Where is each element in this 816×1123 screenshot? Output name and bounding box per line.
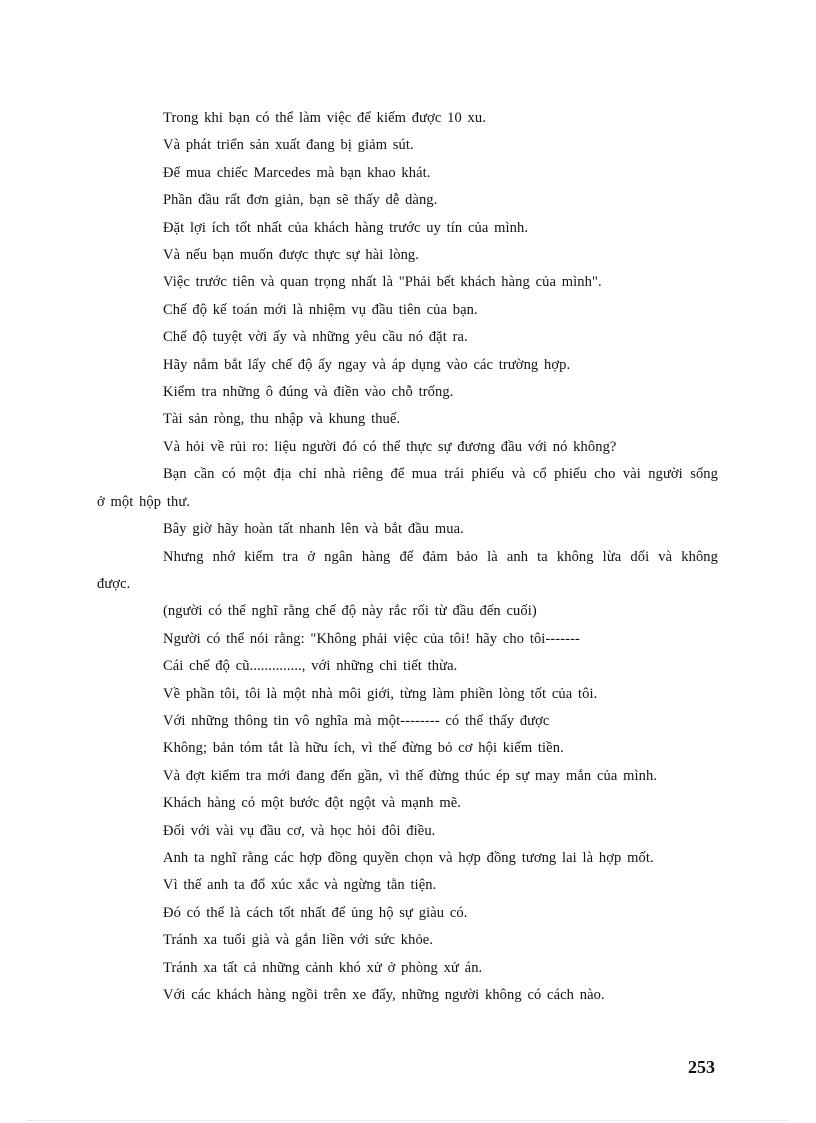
text-line: Đó có thể là cách tốt nhất để ủng hộ sự giàu có.	[163, 904, 468, 921]
text-line: Hãy nắm bắt lấy chế độ ấy ngay và áp dụng vào các trường hợp.	[163, 356, 571, 373]
text-line: Anh ta nghĩ rằng các hợp đồng quyền chọn và hợp đồng tương lai là hợp mốt.	[163, 849, 654, 866]
text-line: Với các khách hàng ngồi trên xe đẩy, những người không có cách nào.	[163, 987, 605, 1003]
text-line: Không; bản tóm tắt là hữu ích, vì thế đừng bỏ cơ hội kiếm tiền.	[163, 740, 564, 757]
text-line: Bạn cần có một địa chỉ nhà riêng để mua trái phiếu và cổ phiếu cho vài người sống	[163, 466, 718, 483]
text-line: Nhưng nhớ kiểm tra ở ngân hàng để đảm bảo là anh ta không lừa dối và không	[163, 548, 718, 565]
text-line: Khách hàng có một bước đột ngột và mạnh mẽ.	[163, 795, 461, 812]
text-line: Và phát triển sản xuất đang bị giảm sút.	[163, 137, 414, 154]
text-line: Và đợt kiểm tra mới đang đến gần, vì thế đừng thúc ép sự may mắn của mình.	[163, 767, 658, 784]
text-line: Kiểm tra những ô đúng và điền vào chỗ trống.	[163, 384, 454, 401]
wrapped-paragraph	[0, 461, 816, 516]
text-line-continuation: ở một hộp thư.	[97, 493, 191, 510]
text-line: Về phần tôi, tôi là một nhà môi giới, từng làm phiền lòng tốt của tôi.	[163, 685, 598, 702]
text-line-continuation: được.	[97, 575, 131, 592]
bottom-divider	[28, 1120, 788, 1121]
text-line: Đặt lợi ích tốt nhất của khách hàng trước uy tín của mình.	[163, 219, 529, 236]
body-text	[0, 105, 816, 1009]
text-line: Người có thể nói rằng: "Không phải việc của tôi! hãy cho tôi-------	[163, 630, 580, 647]
wrapped-paragraph	[0, 544, 816, 599]
text-line: Để mua chiếc Marcedes mà bạn khao khát.	[163, 164, 431, 181]
text-line: Chế độ tuyệt vời ấy và những yêu cầu nó đặt ra.	[163, 329, 468, 346]
text-line: Vì thế anh ta đổ xúc xắc và ngừng tằn tiện.	[163, 877, 437, 894]
text-line: Trong khi bạn có thể làm việc để kiếm được 10 xu.	[163, 110, 486, 126]
text-line: Tránh xa tất cả những cảnh khó xử ở phòng xử án.	[163, 959, 483, 976]
text-line: Tránh xa tuổi già và gắn liền với sức khỏe.	[163, 932, 434, 949]
text-line: (người có thể nghĩ rằng chế độ này rắc rối từ đầu đến cuối)	[163, 603, 537, 620]
text-line: Với những thông tin vô nghĩa mà một-------- có thể thấy được	[163, 712, 550, 729]
text-line: Bây giờ hãy hoàn tất nhanh lên và bắt đầu mua.	[163, 521, 464, 538]
text-line: Và nếu bạn muốn được thực sự hài lòng.	[163, 247, 420, 264]
page-number: 253	[688, 1057, 715, 1077]
text-line: Tài sản ròng, thu nhập và khung thuế.	[163, 411, 401, 428]
text-line: Việc trước tiên và quan trọng nhất là "Phải bết khách hàng của mình".	[163, 274, 602, 291]
text-line: Phần đầu rất đơn giản, bạn sẽ thấy dễ dàng.	[163, 192, 438, 209]
text-line: Và hỏi về rủi ro: liệu người đó có thể thực sự đương đầu với nó không?	[163, 438, 617, 455]
text-line: Đối với vài vụ đầu cơ, và học hỏi đôi điều.	[163, 822, 436, 839]
text-line: Chế độ kế toán mới là nhiệm vụ đầu tiên của bạn.	[163, 301, 478, 318]
text-line: Cái chế độ cũ.............., với những chi tiết thừa.	[163, 658, 458, 675]
